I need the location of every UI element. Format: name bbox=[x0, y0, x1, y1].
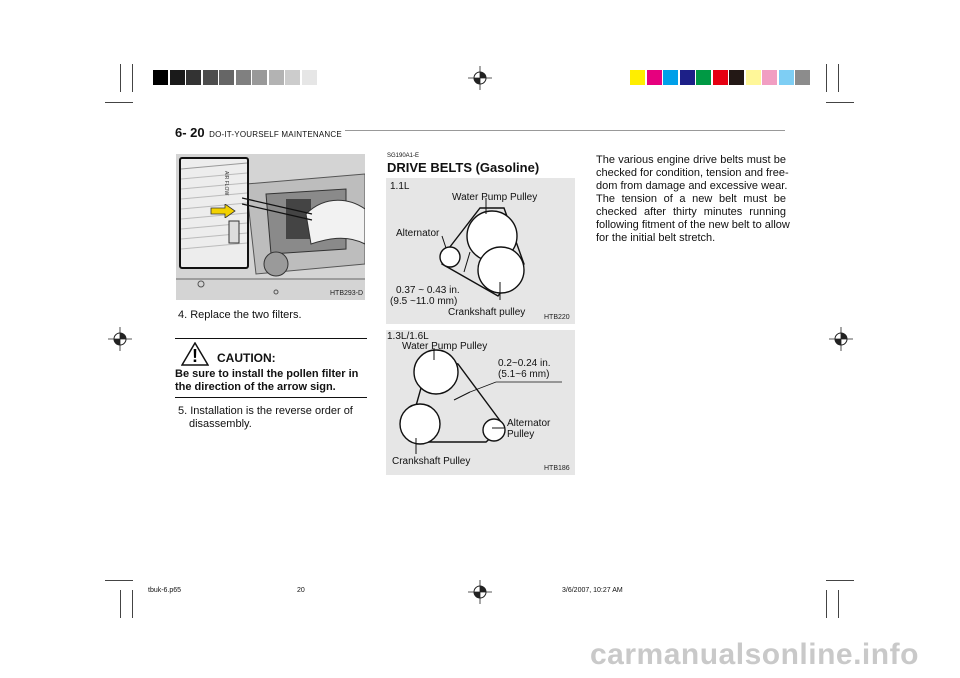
caution-title: CAUTION: bbox=[217, 351, 276, 365]
registration-target-icon bbox=[108, 327, 132, 351]
warning-triangle-icon bbox=[181, 342, 209, 366]
paragraph-line: The various engine drive belts must be bbox=[596, 154, 786, 166]
belt-tension-spec-in: 0.2~0.24 in. bbox=[498, 358, 551, 369]
belt-tension-spec-in: 0.37 ~ 0.43 in. bbox=[396, 285, 460, 296]
alternator-pulley-label: Alternator bbox=[507, 418, 551, 429]
color-swatch bbox=[302, 70, 317, 85]
footer-page: 20 bbox=[297, 587, 305, 594]
color-swatch bbox=[269, 70, 284, 85]
color-swatch bbox=[647, 70, 662, 85]
belt-tension-spec-mm: (9.5 ~11.0 mm) bbox=[390, 296, 458, 307]
belt-diagram-1-1l bbox=[386, 178, 575, 324]
color-swatch bbox=[252, 70, 267, 85]
engine-label: 1.1L bbox=[390, 181, 410, 192]
paragraph-line: checked after thirty minutes running bbox=[596, 206, 786, 218]
color-swatch bbox=[186, 70, 201, 85]
arrow-right-icon bbox=[210, 204, 236, 218]
paragraph-line: following fitment of the new belt to allow bbox=[596, 219, 790, 231]
paragraph-line: for the initial belt stretch. bbox=[596, 232, 716, 244]
color-swatch bbox=[680, 70, 695, 85]
crankshaft-pulley-label: Crankshaft pulley bbox=[448, 307, 526, 318]
filter-figure bbox=[176, 154, 365, 300]
paragraph-line: dom from damage and excessive wear. bbox=[596, 180, 788, 192]
belt-diagram-1-3l-1-6l bbox=[386, 330, 575, 475]
water-pump-pulley-label: Water Pump Pulley bbox=[402, 341, 488, 352]
section-code: SG190A1-E bbox=[387, 153, 420, 159]
color-swatch bbox=[203, 70, 218, 85]
figure-code: HTB293-D bbox=[330, 290, 364, 297]
crankshaft-pulley-label: Crankshaft Pulley bbox=[392, 456, 471, 467]
figure-code: HTB186 bbox=[544, 465, 570, 472]
page-number: 6- 20 bbox=[175, 125, 205, 140]
color-swatch bbox=[285, 70, 300, 85]
color-swatch bbox=[729, 70, 744, 85]
paragraph-line: checked for condition, tension and free- bbox=[596, 167, 789, 179]
air-flow-label: AIR FLOW bbox=[223, 171, 229, 196]
color-swatch bbox=[746, 70, 761, 85]
caution-box bbox=[175, 338, 367, 398]
color-swatch bbox=[713, 70, 728, 85]
caution-text: Be sure to install the pollen filter in the direction of the arrow sign. bbox=[175, 368, 359, 393]
watermark: carmanualsonline.info bbox=[590, 638, 919, 671]
color-swatch bbox=[795, 70, 810, 85]
paragraph-line: The tension of a new belt must be bbox=[596, 193, 786, 205]
step-5-text: 5. Installation is the reverse order of disassembly. bbox=[178, 405, 353, 430]
color-swatch bbox=[236, 70, 251, 85]
page-header bbox=[175, 124, 342, 142]
color-swatch bbox=[663, 70, 678, 85]
alternator-pulley-label-2: Pulley bbox=[507, 429, 535, 440]
color-swatch bbox=[762, 70, 777, 85]
belt-tension-spec-mm: (5.1~6 mm) bbox=[498, 369, 550, 380]
color-swatch bbox=[219, 70, 234, 85]
engine-label: 1.3L/1.6L bbox=[387, 331, 429, 342]
header-rule bbox=[345, 130, 785, 131]
registration-target-icon bbox=[829, 327, 853, 351]
section-heading: DRIVE BELTS (Gasoline) bbox=[387, 160, 540, 175]
water-pump-pulley-label: Water Pump Pulley bbox=[452, 192, 538, 203]
color-swatch bbox=[630, 70, 645, 85]
color-swatch bbox=[779, 70, 794, 85]
color-swatch bbox=[170, 70, 185, 85]
footer-datetime: 3/6/2007, 10:27 AM bbox=[562, 587, 623, 594]
registration-target-icon bbox=[468, 66, 492, 90]
section-title: DO-IT-YOURSELF MAINTENANCE bbox=[209, 130, 342, 139]
step-4-text: 4. Replace the two filters. bbox=[178, 309, 302, 321]
footer-filename: tbuk-6.p65 bbox=[148, 587, 182, 594]
drive-belt-paragraph bbox=[596, 154, 790, 245]
registration-target-icon bbox=[468, 580, 492, 604]
color-swatch bbox=[153, 70, 168, 85]
color-swatch bbox=[696, 70, 711, 85]
alternator-label: Alternator bbox=[396, 228, 440, 239]
svg-text:!: ! bbox=[192, 346, 198, 366]
figure-code: HTB220 bbox=[544, 314, 570, 321]
